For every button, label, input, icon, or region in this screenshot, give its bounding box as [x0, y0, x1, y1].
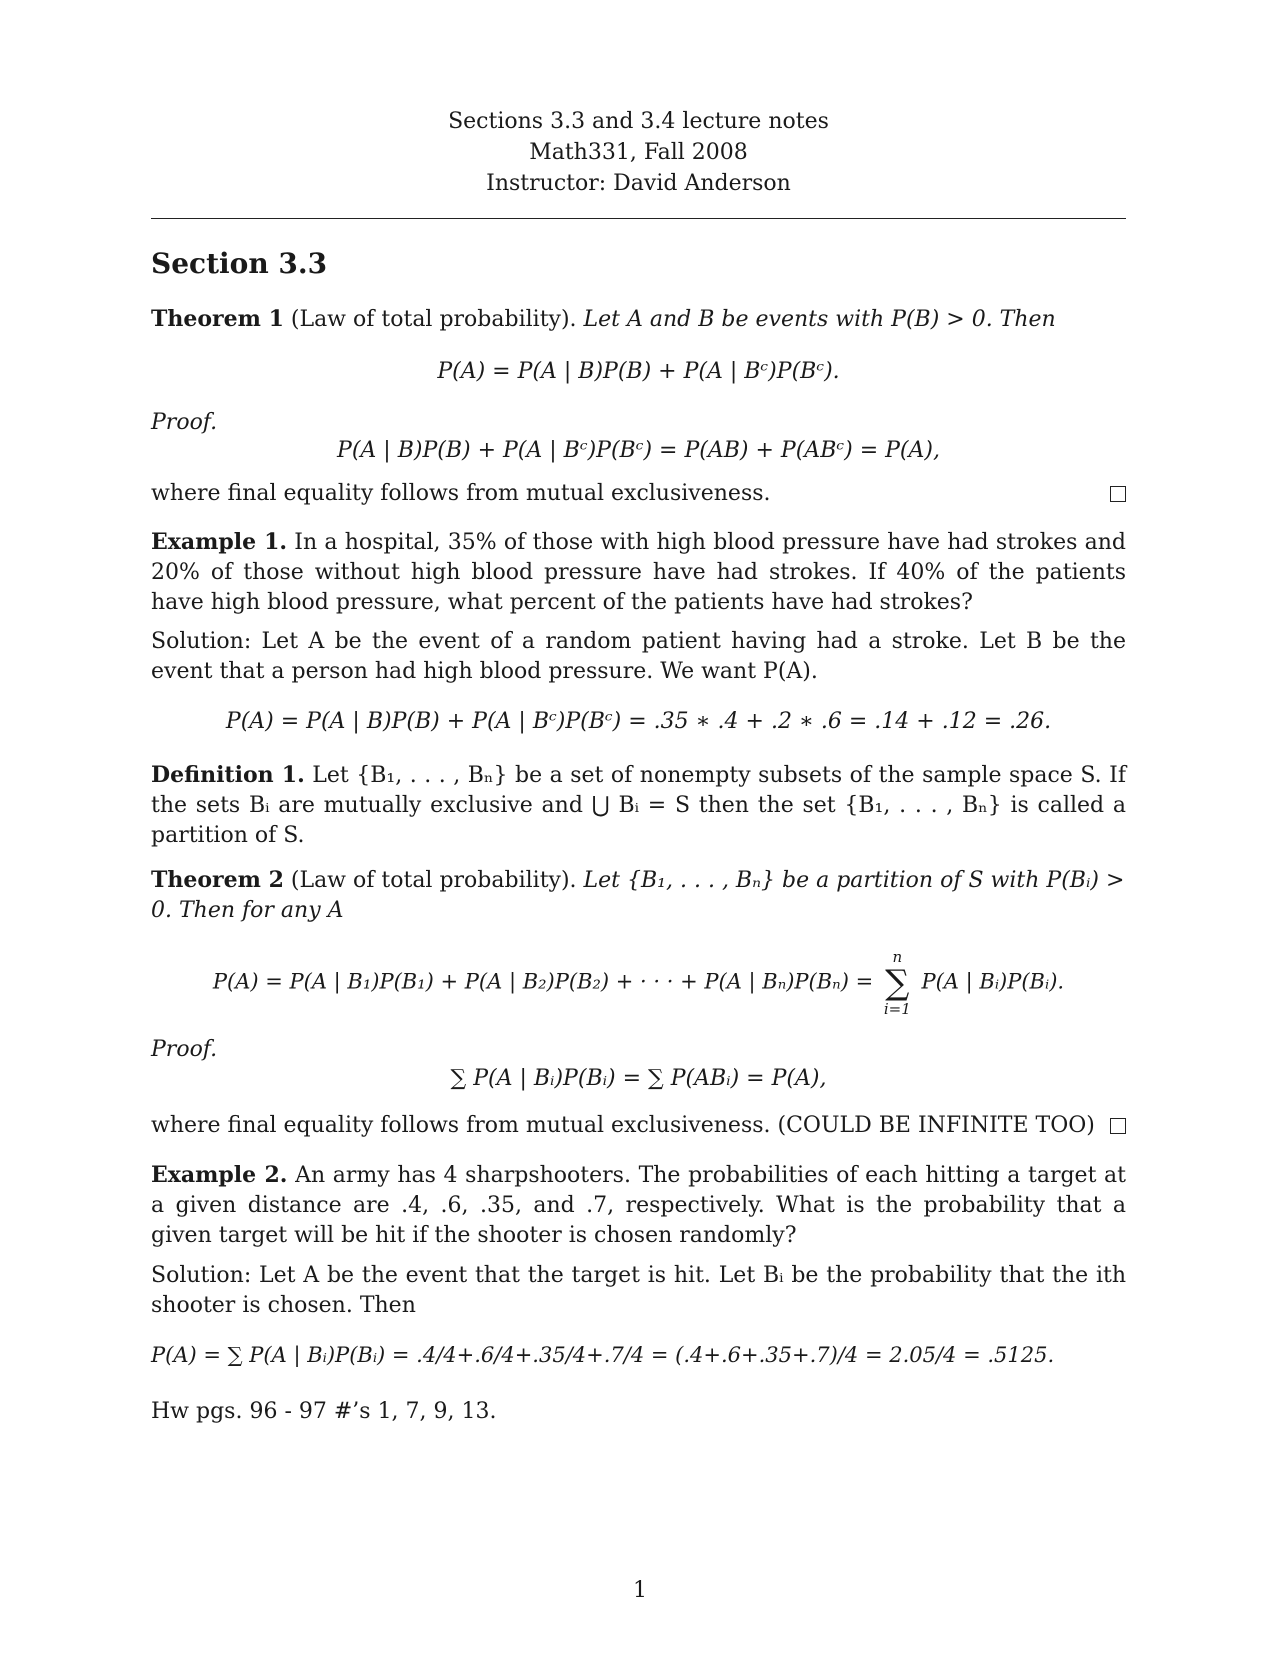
- page-number: 1: [633, 1578, 647, 1603]
- theorem-2-equation: [151, 948, 1126, 1018]
- proof-2-label: Proof.: [151, 1037, 218, 1062]
- theorem-1-equation: P(A) = P(A | B)P(B) + P(A | Bᶜ)P(Bᶜ).: [437, 359, 840, 384]
- example-1-text: In a hospital, 35% of those with high blood pressure have had strokes and 20% of those without high blood pressure have had strokes. If 40% of the patients have high blood pressure, what percent of the patients have had strokes?: [151, 530, 1126, 615]
- theorem-1-label: Theorem 1: [151, 306, 284, 332]
- proof-2-conclusion: where final equality follows from mutual exclusiveness. (COULD BE INFINITE TOO): [151, 1113, 1095, 1138]
- definition-1-text: Let {B₁, . . . , Bₙ} be a set of nonempty subsets of the sample space S. If the sets Bᵢ are mutually exclusive and ⋃ Bᵢ = S then the set {B₁, . . . , Bₙ} is called a partition of S.: [151, 763, 1126, 848]
- definition-1-label: Definition 1.: [151, 762, 305, 788]
- summation-symbol: n ∑ i=1: [883, 948, 911, 1018]
- example-1-equation: P(A) = P(A | B)P(B) + P(A | Bᶜ)P(Bᶜ) = .35 ∗ .4 + .2 ∗ .6 = .14 + .12 = .26.: [225, 709, 1052, 734]
- theorem-2-label: Theorem 2: [151, 867, 284, 893]
- theorem-2-equation-right: P(A | Bᵢ)P(Bᵢ).: [921, 969, 1065, 994]
- proof-1-equation: P(A | B)P(B) + P(A | Bᶜ)P(Bᶜ) = P(AB) + P(ABᶜ) = P(A),: [337, 438, 940, 463]
- proof-2-equation: ∑ P(A | Bᵢ)P(Bᵢ) = ∑ P(ABᵢ) = P(A),: [450, 1066, 827, 1091]
- theorem-1: [151, 304, 1126, 335]
- example-2-label: Example 2.: [151, 1162, 288, 1188]
- example-2: [151, 1160, 1126, 1251]
- header-course: Math331, Fall 2008: [529, 140, 748, 165]
- theorem-2-equation-left: P(A) = P(A | B₁)P(B₁) + P(A | B₂)P(B₂) + · · · + P(A | Bₙ)P(Bₙ) =: [212, 969, 874, 994]
- theorem-1-name: (Law of total probability).: [290, 307, 577, 332]
- homework-assignment: Hw pgs. 96 - 97 #’s 1, 7, 9, 13.: [151, 1399, 497, 1424]
- theorem-2: [151, 865, 1126, 926]
- header-rule: [151, 218, 1126, 219]
- summation-upper-limit: n: [892, 948, 903, 966]
- qed-box-2: [1110, 1118, 1126, 1134]
- theorem-2-statement: Let {B₁, . . . , Bₙ} be a partition of S with P(Bᵢ) > 0. Then for any A: [151, 868, 1125, 923]
- proof-1-label: Proof.: [151, 410, 218, 435]
- example-1: [151, 527, 1126, 618]
- proof-1-conclusion: where final equality follows from mutual exclusiveness.: [151, 481, 771, 506]
- example-2-solution: Solution: Let A be the event that the target is hit. Let Bᵢ be the probability that the ith shooter is chosen. Then: [151, 1263, 1126, 1318]
- example-1-label: Example 1.: [151, 529, 288, 555]
- definition-1: [151, 760, 1126, 851]
- example-1-solution: Solution: Let A be the event of a random patient having had a stroke. Let B be the event that a person had high blood pressure. We want P(A).: [151, 629, 1126, 684]
- theorem-2-name: (Law of total probability).: [290, 868, 577, 893]
- header-title: Sections 3.3 and 3.4 lecture notes: [448, 109, 829, 134]
- section-title: Section 3.3: [151, 247, 328, 280]
- summation-lower-limit: i=1: [883, 1000, 911, 1018]
- qed-box-1: [1110, 486, 1126, 502]
- example-2-text: An army has 4 sharpshooters. The probabilities of each hitting a target at a given distance are .4, .6, .35, and .7, respectively. What is the probability that a given target will be hit if the shooter is chosen randomly?: [151, 1163, 1127, 1248]
- document-header: [151, 106, 1126, 199]
- example-2-equation: P(A) = ∑ P(A | Bᵢ)P(Bᵢ) = .4/4+.6/4+.35/4+.7/4 = (.4+.6+.35+.7)/4 = 2.05/4 = .5125.: [151, 1343, 1055, 1367]
- header-instructor: Instructor: David Anderson: [486, 171, 791, 196]
- theorem-1-statement: Let A and B be events with P(B) > 0. Then: [583, 307, 1056, 332]
